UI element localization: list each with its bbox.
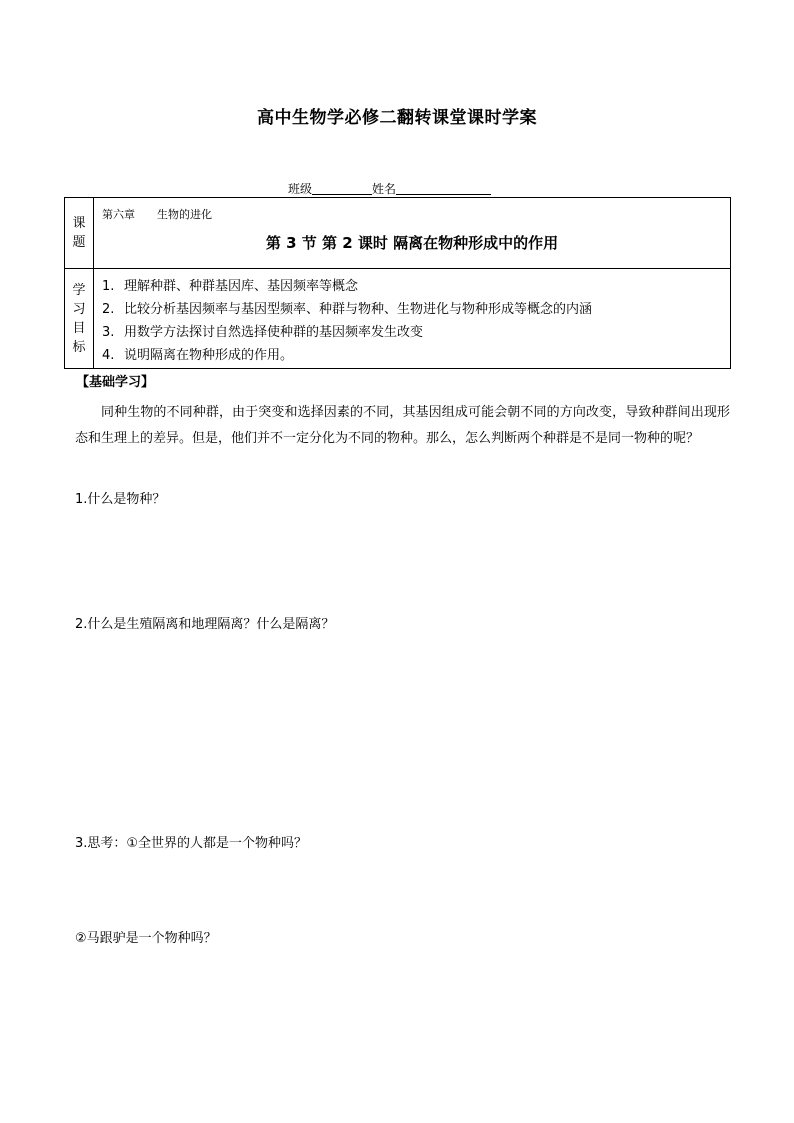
goals-label-char: 目: [72, 320, 86, 336]
goal-number: 2.: [102, 302, 115, 317]
goals-content-cell: [94, 269, 731, 369]
question-3: 3.思考：①全世界的人都是一个物种吗？: [75, 836, 308, 851]
goal-number: 1.: [102, 279, 115, 294]
question-1: 1.什么是物种？: [75, 492, 166, 507]
topic-row: [65, 198, 731, 269]
goal-item: [102, 275, 730, 298]
goals-row: [65, 269, 731, 369]
question-3-part-2: ②马跟驴是一个物种吗？: [75, 931, 217, 946]
chapter-name: 生物的进化: [157, 208, 212, 221]
goals-label-char: 标: [72, 339, 86, 355]
page-title: 高中生物学必修二翻转课堂课时学案: [257, 108, 537, 128]
goals-label-char: 习: [72, 301, 86, 317]
lesson-title: 第 3 节 第 2 课时 隔离在物种形成中的作用: [265, 234, 559, 252]
goal-text: 用数学方法探讨自然选择使种群的基因频率发生改变: [124, 325, 424, 340]
name-label: 姓名: [372, 182, 397, 196]
topic-label-cell: [65, 198, 94, 269]
question-2: 2.什么是生殖隔离和地理隔离？什么是隔离？: [75, 617, 335, 632]
class-label: 班级: [288, 182, 313, 196]
goal-text: 理解种群、种群基因库、基因频率等概念: [124, 279, 359, 294]
topic-content-cell: [94, 198, 731, 269]
topic-label-char: 题: [72, 235, 86, 250]
goal-item: [102, 344, 730, 367]
goal-item: [102, 321, 730, 344]
section-heading: 【基础学习】: [76, 375, 155, 390]
chapter-line: [94, 198, 730, 222]
goal-text: 比较分析基因频率与基因型频率、种群与物种、生物进化与物种形成等概念的内涵: [124, 302, 593, 317]
goals-label-cell: [65, 269, 94, 369]
lesson-info-table: [64, 197, 731, 369]
class-name-line: [288, 180, 491, 197]
goals-label-char: 学: [72, 282, 86, 298]
goals-list: [94, 269, 730, 367]
topic-label-char: 课: [72, 216, 86, 231]
intro-paragraph: 同种生物的不同种群，由于突变和选择因素的不同，其基因组成可能会朝不同的方向改变，导致种群间出现形态和生理上的差异。但是，他们并不一定分化为不同的物种。那么，怎么判断两个种群是不是同一物种的呢？: [75, 405, 730, 446]
goal-text: 说明隔离在物种形成的作用。: [124, 348, 294, 363]
class-blank[interactable]: [312, 182, 372, 195]
chapter-number: 第六章: [102, 208, 135, 221]
goal-number: 3.: [102, 325, 115, 340]
goal-number: 4.: [102, 348, 115, 363]
goal-item: [102, 298, 730, 321]
name-blank[interactable]: [396, 182, 491, 195]
